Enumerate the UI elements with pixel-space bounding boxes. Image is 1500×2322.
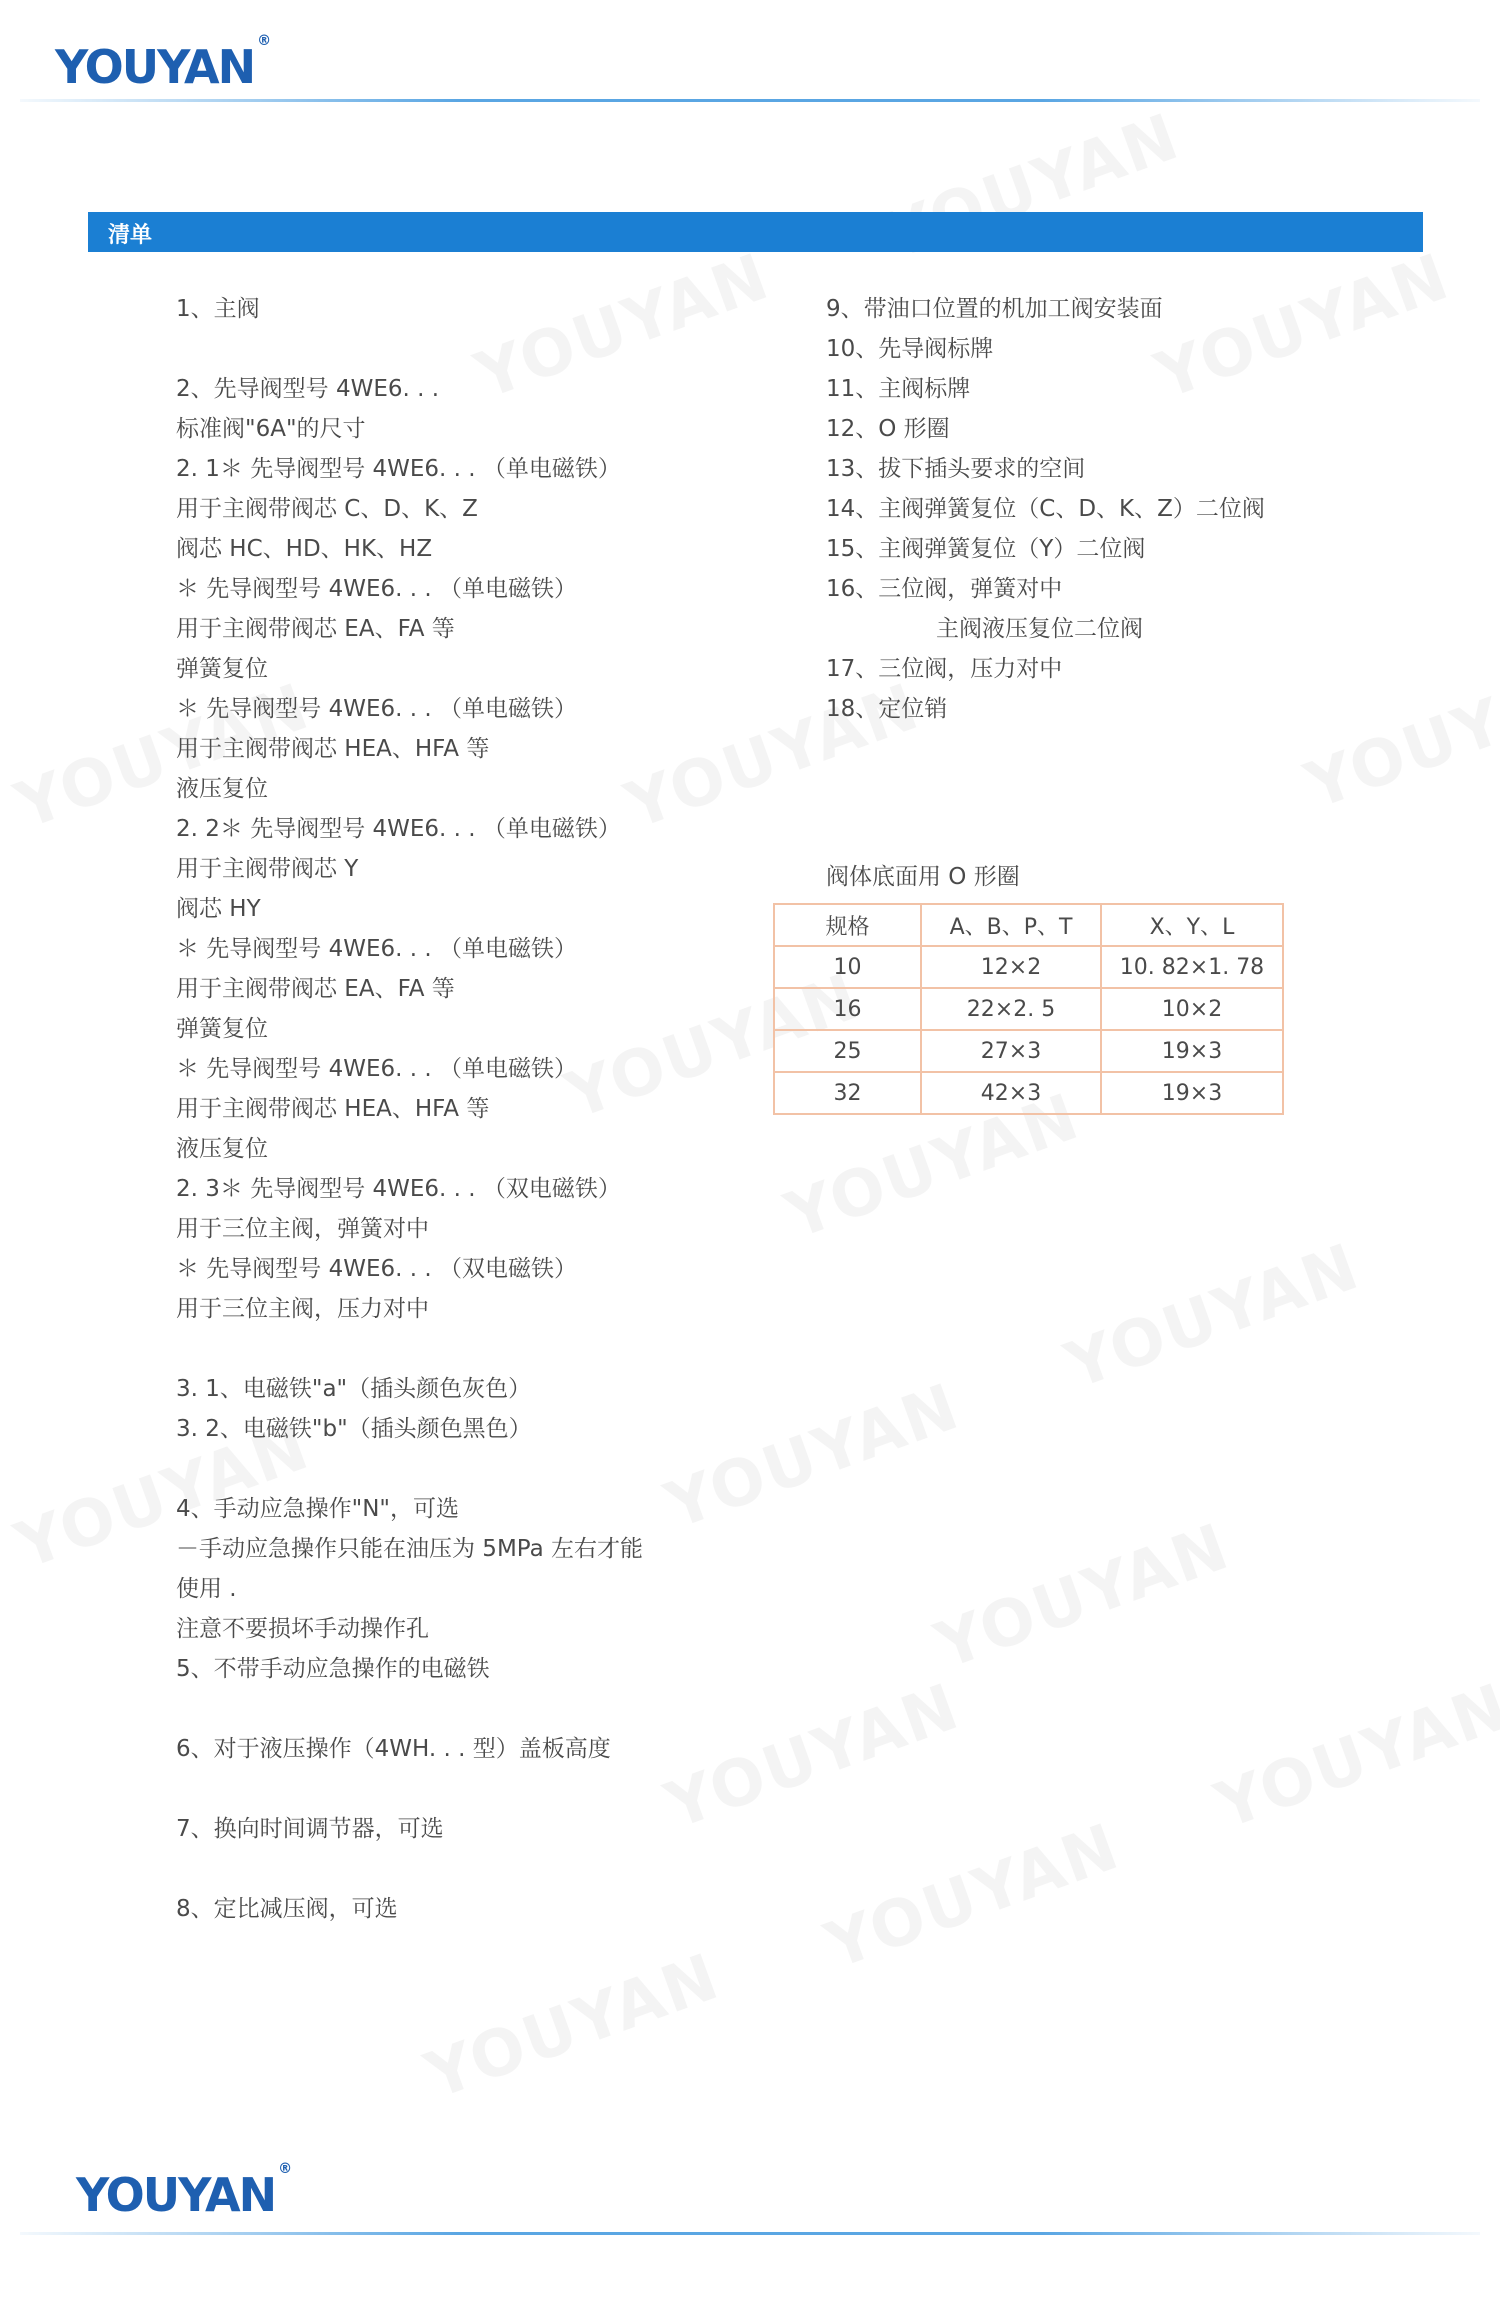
registered-mark: ® (257, 32, 272, 49)
list-item: 液压复位 (176, 776, 268, 802)
section-title: 清单 (108, 223, 153, 248)
table-header-cell: X、Y、L (1101, 904, 1283, 946)
list-item: 6、对于液压操作（4WH. . . 型）盖板高度 (176, 1736, 611, 1762)
list-item: 4、手动应急操作"N"，可选 (176, 1496, 459, 1522)
watermark-text (657, 1670, 970, 1844)
table-cell: 25 (774, 1030, 921, 1072)
list-item: ＊ 先导阀型号 4WE6. . . （双电磁铁） (176, 1256, 578, 1282)
oring-table (773, 903, 1284, 1115)
list-item: 用于三位主阀，弹簧对中 (176, 1216, 429, 1242)
oring-table-title: 阀体底面用 O 形圈 (826, 864, 1020, 890)
table-cell: 19×3 (1101, 1030, 1283, 1072)
footer-brand-logo (76, 2160, 293, 2222)
list-item: ＊ 先导阀型号 4WE6. . . （单电磁铁） (176, 936, 578, 962)
watermark-text (417, 1940, 730, 2114)
list-item: 用于三位主阀，压力对中 (176, 1296, 429, 1322)
list-spacer (176, 1449, 643, 1489)
watermark-text (657, 1370, 970, 1544)
list-item: 2. 3＊ 先导阀型号 4WE6. . . （双电磁铁） (176, 1176, 621, 1202)
brand-logo (55, 32, 272, 94)
list-item: 标准阀"6A"的尺寸 (176, 416, 366, 442)
list-item: 阀芯 HY (176, 896, 261, 922)
list-item: 11、主阀标牌 (826, 376, 971, 402)
list-item: 10、先导阀标牌 (826, 336, 994, 362)
list-item: 15、主阀弹簧复位（Y）二位阀 (826, 536, 1146, 562)
list-item: 阀芯 HC、HD、HK、HZ (176, 536, 433, 562)
watermark-text (1057, 1230, 1370, 1404)
header-divider (20, 99, 1480, 102)
list-spacer (176, 329, 643, 369)
table-cell: 10×2 (1101, 988, 1283, 1030)
list-item: 3. 2、电磁铁"b"（插头颜色黑色） (176, 1416, 532, 1442)
list-item: ＊ 先导阀型号 4WE6. . . （单电磁铁） (176, 696, 578, 722)
list-item: 12、O 形圈 (826, 416, 950, 442)
list-item: 3. 1、电磁铁"a"（插头颜色灰色） (176, 1376, 532, 1402)
list-item: －手动应急操作只能在油压为 5MPa 左右才能 (176, 1536, 644, 1562)
list-item: 2、先导阀型号 4WE6. . . (176, 376, 440, 402)
list-item: 用于主阀带阀芯 HEA、HFA 等 (176, 736, 490, 762)
list-spacer (176, 1849, 643, 1889)
table-cell: 42×3 (921, 1072, 1101, 1114)
list-item: 8、定比减压阀，可选 (176, 1896, 398, 1922)
watermark-text (927, 1510, 1240, 1684)
table-header-cell: 规格 (774, 904, 921, 946)
list-item: 用于主阀带阀芯 HEA、HFA 等 (176, 1096, 490, 1122)
list-item: 用于主阀带阀芯 EA、FA 等 (176, 616, 455, 642)
list-item: 13、拔下插头要求的空间 (826, 456, 1086, 482)
list-item: 液压复位 (176, 1136, 268, 1162)
table-row (774, 1072, 1283, 1114)
watermark-text (1207, 1670, 1500, 1844)
table-cell: 10. 82×1. 78 (1101, 946, 1283, 988)
list-item: 16、三位阀，弹簧对中 (826, 576, 1063, 602)
table-cell: 10 (774, 946, 921, 988)
list-item: 弹簧复位 (176, 1016, 268, 1042)
parts-list-right (826, 289, 1265, 729)
table-row (774, 988, 1283, 1030)
section-header (88, 212, 1423, 252)
footer-logo-text: YOUYAN (76, 2168, 276, 2222)
list-item: 17、三位阀，压力对中 (826, 656, 1063, 682)
list-item: ＊ 先导阀型号 4WE6. . . （单电磁铁） (176, 576, 578, 602)
list-spacer (176, 1329, 643, 1369)
footer-divider (20, 2232, 1480, 2235)
watermark-text (1297, 650, 1500, 824)
table-row (774, 1030, 1283, 1072)
list-item: 7、换向时间调节器，可选 (176, 1816, 444, 1842)
table-cell: 32 (774, 1072, 921, 1114)
table-cell: 16 (774, 988, 921, 1030)
table-header-cell: A、B、P、T (921, 904, 1101, 946)
registered-mark: ® (278, 2160, 293, 2177)
table-cell: 27×3 (921, 1030, 1101, 1072)
parts-list-left (176, 289, 643, 1929)
table-row (774, 946, 1283, 988)
list-item: 2. 2＊ 先导阀型号 4WE6. . . （单电磁铁） (176, 816, 621, 842)
list-item: 2. 1＊ 先导阀型号 4WE6. . . （单电磁铁） (176, 456, 621, 482)
brand-logo-text: YOUYAN (55, 40, 255, 94)
table-cell: 22×2. 5 (921, 988, 1101, 1030)
list-item: 9、带油口位置的机加工阀安装面 (826, 296, 1163, 322)
list-item: 14、主阀弹簧复位（C、D、K、Z）二位阀 (826, 496, 1265, 522)
list-item: 1、主阀 (176, 296, 260, 322)
list-item: 使用 . (176, 1576, 237, 1602)
list-item: 弹簧复位 (176, 656, 268, 682)
list-item: 18、定位销 (826, 696, 948, 722)
table-cell: 19×3 (1101, 1072, 1283, 1114)
list-item: 主阀液压复位二位阀 (936, 616, 1143, 642)
list-item: 用于主阀带阀芯 C、D、K、Z (176, 496, 478, 522)
list-item: ＊ 先导阀型号 4WE6. . . （单电磁铁） (176, 1056, 578, 1082)
watermark-text (817, 1810, 1130, 1984)
list-spacer (176, 1769, 643, 1809)
table-header-row (774, 904, 1283, 946)
list-spacer (176, 1689, 643, 1729)
table-cell: 12×2 (921, 946, 1101, 988)
list-item: 注意不要损坏手动操作孔 (176, 1616, 429, 1642)
list-item: 用于主阀带阀芯 Y (176, 856, 359, 882)
list-item: 5、不带手动应急操作的电磁铁 (176, 1656, 490, 1682)
list-item: 用于主阀带阀芯 EA、FA 等 (176, 976, 455, 1002)
